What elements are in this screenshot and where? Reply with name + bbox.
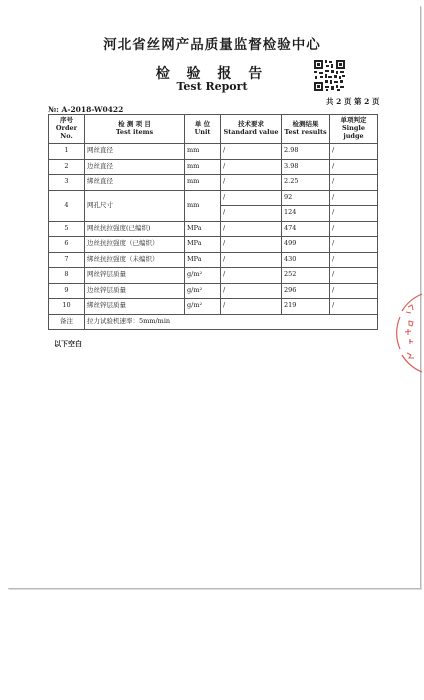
- report-title-en: Test Report: [176, 80, 248, 93]
- header-standard-value: 技术要求 Standard value: [221, 115, 282, 144]
- remark-row: [49, 314, 378, 330]
- report-number: №: A-2018-W0422: [48, 105, 124, 114]
- red-seal-stamp: [396, 291, 422, 375]
- table-row: 4 网孔尺寸 mm / 92 /: [49, 190, 378, 206]
- remark-text: 拉力试验机速率：5mm/min: [85, 314, 378, 330]
- table-row: / 124 /: [49, 206, 378, 222]
- table-row: 1 网丝直径 mm / 2.98 /: [49, 144, 378, 160]
- header-test-results: 检测结果 Test results: [282, 115, 330, 144]
- table-row: 5 网丝抗拉强度(已编织) MPa / 474 /: [49, 221, 378, 237]
- page-info: 共 2 页 第 2 页: [326, 97, 380, 106]
- remark-label: 备注: [49, 314, 85, 330]
- table-row: 6 边丝抗拉强度（已编织） MPa / 499 /: [49, 237, 378, 253]
- table-row: 3 绑丝直径 mm / 2.25 /: [49, 175, 378, 191]
- table-row: 7 绑丝抗拉强度（未编织） MPa / 430 /: [49, 252, 378, 268]
- test-results-table: [48, 114, 378, 330]
- header-test-items: 检 测 项 目 Test items: [85, 115, 185, 144]
- table-header-row: [49, 115, 378, 144]
- header-single-judge: 单项判定 Single judge: [330, 115, 378, 144]
- table-row: 2 边丝直径 mm / 3.98 /: [49, 159, 378, 175]
- report-title-cn: 检 验 报 告: [155, 66, 269, 82]
- table-row: 10 绑丝锌层质量 g/m² / 219 /: [49, 299, 378, 315]
- blank-below-note: 以下空白: [54, 339, 82, 348]
- qr-code-icon: [313, 59, 346, 92]
- org-title: 河北省丝网产品质量监督检验中心: [103, 37, 321, 53]
- table-row: 8 网丝锌层质量 g/m² / 252 /: [49, 268, 378, 284]
- table-row: 9 边丝锌层质量 g/m² / 296 /: [49, 283, 378, 299]
- header-order-no: 序号 Order No.: [49, 115, 85, 144]
- header-unit: 单 位 Unit: [185, 115, 221, 144]
